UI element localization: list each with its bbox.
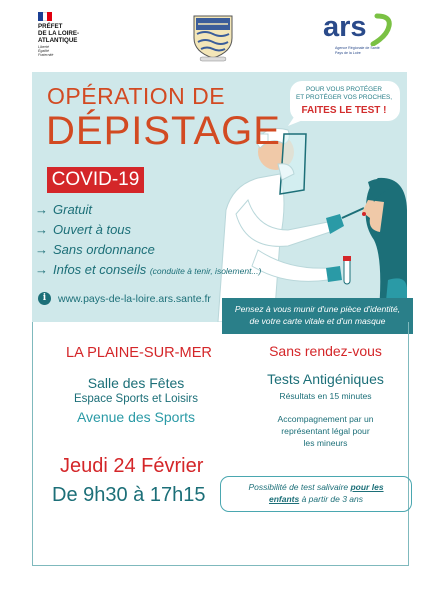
info-icon: i: [38, 292, 51, 305]
arrow-icon: →: [35, 242, 48, 257]
venue: [55, 374, 217, 427]
covid-badge: COVID-19: [47, 167, 144, 193]
saliva-test-note: Possibilité de test salivaire pour les enfants à partir de 3 ans: [220, 476, 412, 512]
website[interactable]: [38, 292, 211, 305]
website-link[interactable]: www.pays-de-la-loire.ars.sante.fr: [58, 292, 211, 305]
prefet-title: PRÉFET DE LA LOIRE- ATLANTIQUE: [38, 23, 80, 44]
title-line1: OPÉRATION DE: [47, 83, 226, 109]
list-item: → Sans ordonnance: [35, 242, 155, 257]
venue-name: Salle des Fêtes: [87, 375, 185, 391]
ars-logo: [323, 12, 395, 56]
test-type: Tests Antigéniques: [267, 371, 384, 387]
list-item: → Gratuit: [35, 202, 93, 217]
coat-of-arms-icon: [190, 12, 236, 62]
speech-bubble: [288, 80, 408, 128]
list-item: → Infos et conseils (conduite à tenir, isolement...): [35, 262, 262, 277]
results-time: Résultats en 15 minutes: [279, 391, 372, 401]
list-item: → Ouvert à tous: [35, 222, 132, 237]
event-date: Jeudi 24 Février: [60, 455, 204, 477]
test-details: [233, 342, 418, 449]
town-name: LA PLAINE-SUR-MER: [66, 345, 212, 361]
ars-region: Pays de la Loire: [335, 51, 361, 55]
bubble-text: POUR VOUS PROTÉGER ET PROTÉGER VOS PROCHES,: [295, 86, 393, 101]
bullet-list: [35, 200, 261, 280]
title-line2: DÉPISTAGE: [46, 109, 281, 153]
arrow-icon: →: [35, 262, 48, 277]
prefet-logo: [38, 12, 108, 58]
prefet-motto: Liberté Égalité Fraternité: [38, 45, 54, 58]
no-appointment: Sans rendez-vous: [269, 343, 382, 359]
french-flag-icon: [38, 12, 52, 21]
arrow-icon: →: [35, 222, 48, 237]
ars-wordmark: ars: [323, 11, 367, 43]
minors-note: Accompagnement par un représentant légal pour les mineurs: [277, 414, 374, 448]
arrow-icon: →: [35, 202, 48, 217]
ars-subtitle: Agence Régionale de Santé: [335, 46, 380, 50]
venue-address: Avenue des Sports: [76, 409, 196, 425]
event-hours: De 9h30 à 17h15: [52, 484, 206, 506]
bubble-cta: FAITES LE TEST !: [301, 105, 387, 116]
venue-detail: Espace Sports et Loisirs: [73, 393, 198, 405]
reminder-banner: Pensez à vous munir d'une pièce d'identité, de votre carte vitale et d'un masque: [222, 298, 413, 334]
bullet-note: (conduite à tenir, isolement...): [149, 266, 262, 276]
